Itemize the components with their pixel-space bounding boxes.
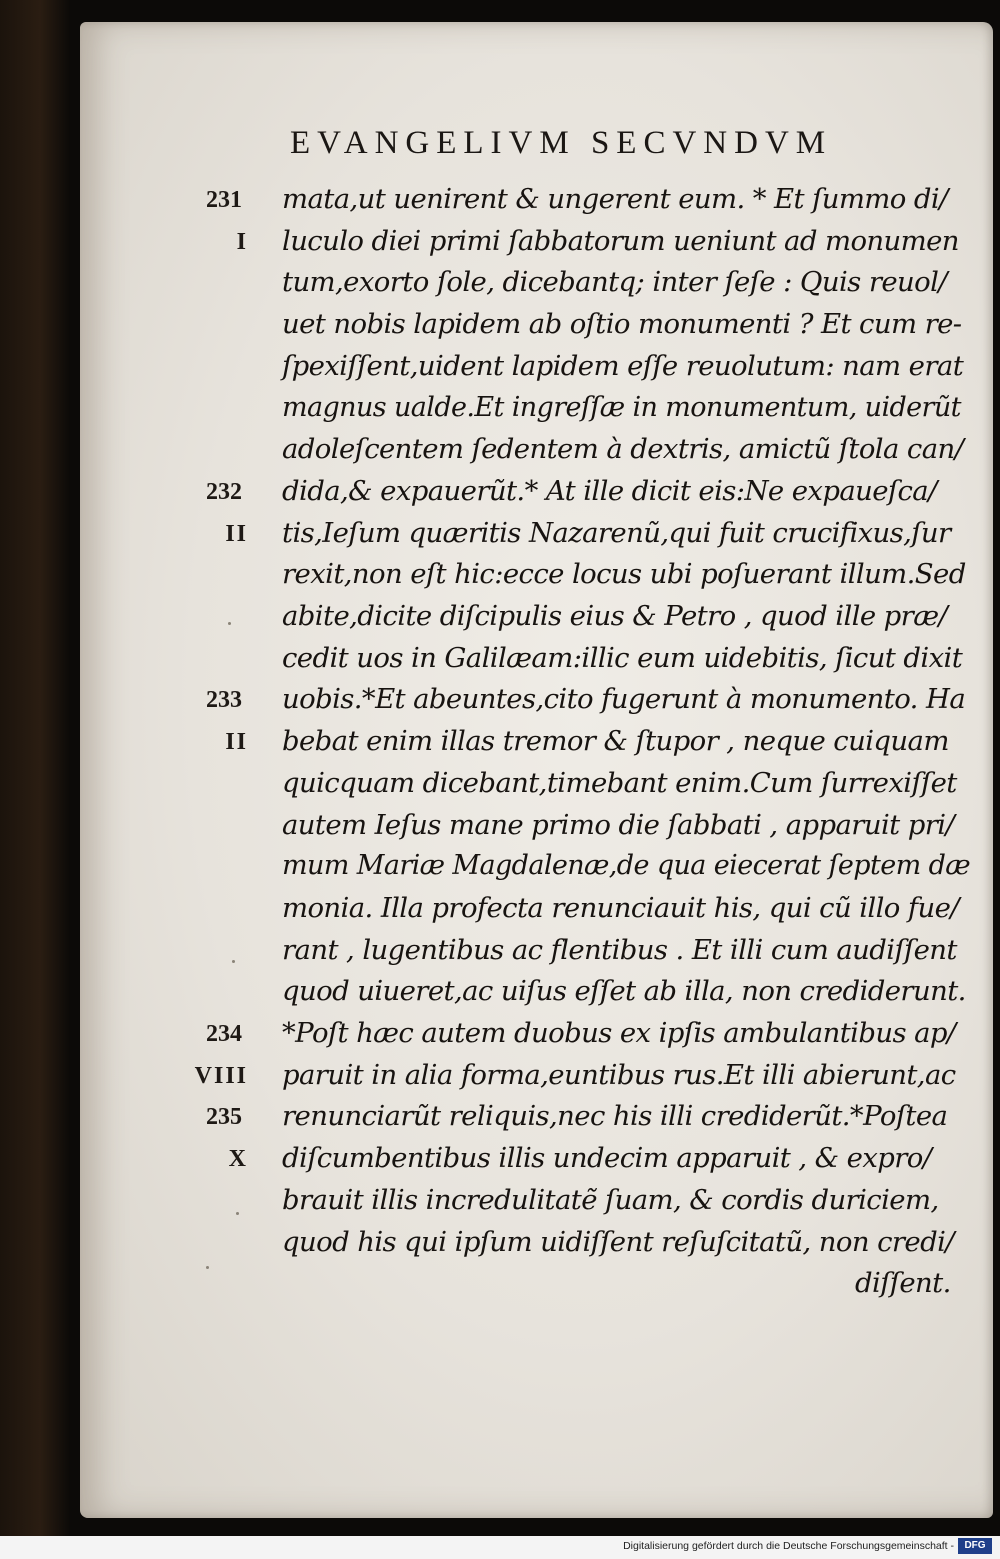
paper-speck	[232, 960, 235, 963]
text-line: monia. Illa profecta renunciauit his, qui cũ illo fue/	[282, 891, 959, 924]
text-line: dida,& expauerũt.* At ille dicit eis:Ne expaueſca/	[282, 474, 937, 507]
paper-speck	[228, 622, 231, 625]
marginal-number: X	[228, 1146, 248, 1173]
text-line: autem Ieſus mane primo die ſabbati , apparuit pri/	[282, 808, 955, 841]
text-line: mum Mariæ Magdalenæ,de qua eiecerat ſeptem dæ	[282, 850, 971, 882]
marginal-number: 235	[206, 1104, 242, 1131]
text-line: rant , lugentibus ac flentibus . Et illi cum audiſſent	[282, 933, 957, 966]
text-line: diſſent.	[855, 1267, 951, 1300]
marginal-number: I	[236, 228, 248, 255]
text-line: cedit uos in Galilæam:illic eum uidebitis, ſicut dixit	[282, 641, 963, 674]
text-line: magnus ualde.Et ingreſſæ in monumentum, uiderũt	[282, 391, 961, 423]
marginal-number: II	[225, 729, 248, 756]
paper-speck	[206, 1266, 209, 1269]
text-line: renunciarũt reliquis,nec his illi crediderũt.*Poſtea	[282, 1100, 948, 1133]
text-line: uet nobis lapidem ab oſtio monumenti ? Et cum re-	[282, 308, 962, 341]
paper-speck	[236, 1212, 239, 1215]
text-line: bebat enim illas tremor & ſtupor , neque cuiquam	[282, 725, 949, 758]
text-line: adoleſcentem ſedentem à dextris, amictũ ſtola can/	[282, 433, 964, 466]
text-line: luculo diei primi ſabbatorum ueniunt ad monumen	[282, 224, 959, 257]
text-line: tum,exorto ſole, dicebantq; inter ſeſe : Quis reuol/	[282, 266, 947, 299]
text-line: paruit in alia forma,euntibus rus.Et illi abierunt,ac	[282, 1058, 956, 1091]
text-line: quod uiueret,ac uiſus eſſet ab illa, non crediderunt.	[282, 975, 966, 1008]
text-line: uobis.*Et abeuntes,cito fugerunt à monumento. Ha	[282, 683, 966, 716]
text-line: rexit,non eſt hic:ecce locus ubi poſuerant illum.Sed	[282, 558, 966, 591]
marginal-number: 231	[206, 187, 242, 213]
dfg-logo: DFG	[958, 1538, 992, 1554]
marginal-number: 232	[206, 478, 242, 505]
marginal-number: VIII	[194, 1062, 248, 1089]
text-line: abite,dicite diſcipulis eius & Petro , quod ille præ/	[282, 600, 948, 632]
text-line: *Poſt hæc autem duobus ex ipſis ambulantibus ap/	[282, 1017, 956, 1049]
running-head: EVANGELIVM SECVNDVM	[290, 125, 833, 161]
text-line: quod his qui ipſum uidiſſent reſuſcitatũ, non credi/	[282, 1225, 954, 1258]
marginal-number: 233	[206, 687, 242, 714]
text-line: mata,ut uenirent & ungerent eum. * Et ſummo di/	[282, 183, 948, 215]
text-line: ſpexiſſent,uident lapidem eſſe reuolutum: nam erat	[282, 349, 964, 382]
text-line: tis,Ieſum quæritis Nazarenũ,qui fuit crucifixus,ſur	[282, 516, 951, 549]
funding-notice: Digitalisierung gefördert durch die Deutsche Forschungsgemeinschaft -	[623, 1540, 954, 1552]
text-line: diſcumbentibus illis undecim apparuit , & expro/	[282, 1142, 932, 1175]
marginal-number: 234	[206, 1021, 242, 1047]
text-line: quicquam dicebant,timebant enim.Cum ſurrexiſſet	[282, 766, 957, 799]
marginal-number: II	[225, 520, 248, 547]
book-page	[80, 22, 993, 1518]
text-line: brauit illis incredulitatẽ ſuam, & cordis duriciem,	[282, 1183, 939, 1216]
